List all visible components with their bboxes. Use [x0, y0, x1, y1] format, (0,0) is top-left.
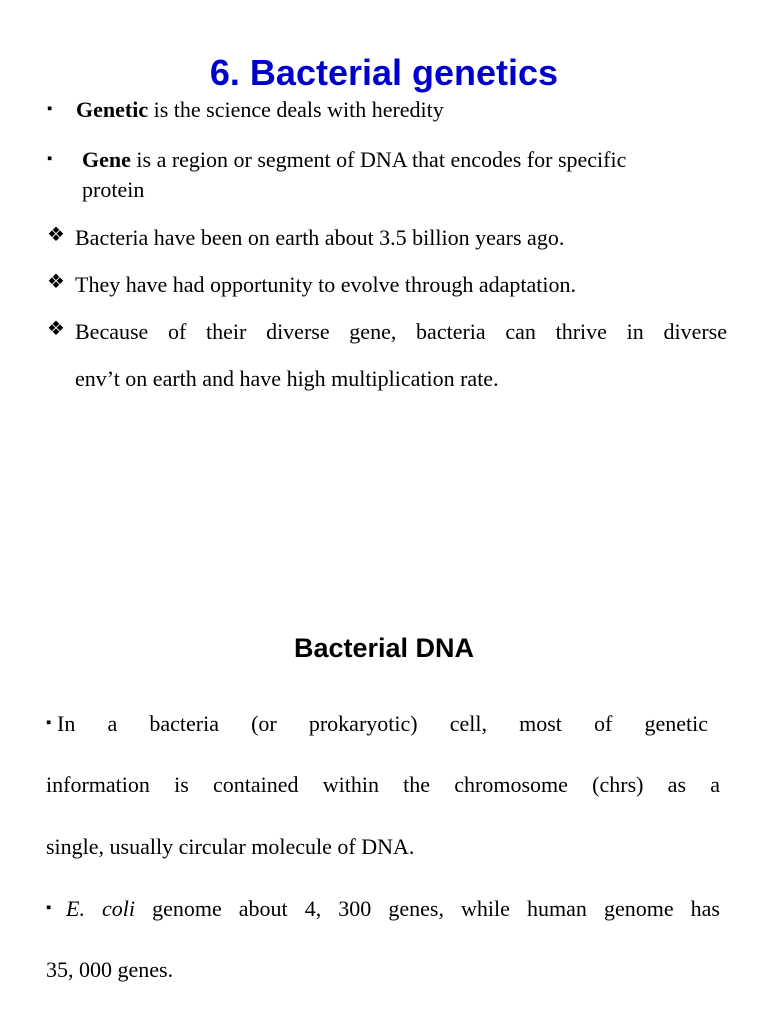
- bullet-gene-text: is a region or segment of DNA that encodes for specific: [130, 147, 627, 172]
- bullet-gene-continuation: protein: [82, 177, 145, 202]
- square-bullet-icon: ▪: [46, 715, 52, 731]
- paragraph-1-line-3: single, usually circular molecule of DNA.: [46, 834, 415, 859]
- square-bullet-icon: ▪: [46, 900, 52, 916]
- square-bullet-icon: ▪: [47, 101, 53, 117]
- paragraph-2-line-2: 35, 000 genes.: [46, 957, 174, 982]
- paragraph-1-line-2: information is contained within the chromosome (chrs) as a: [46, 772, 720, 797]
- bullet-gene: [82, 146, 626, 174]
- bullet-evolve: They have had opportunity to evolve through adaptation.: [75, 272, 576, 297]
- paragraph-2-line-1: [66, 895, 720, 923]
- diamond-bullet-icon: ❖: [47, 318, 65, 340]
- bullet-genetic: [76, 96, 444, 124]
- page-title: 6. Bacterial genetics: [209, 52, 559, 93]
- bullet-genetic-text: is the science deals with heredity: [148, 97, 444, 122]
- paragraph-2-line-1-text: genome about 4, 300 genes, while human genome has: [135, 896, 720, 921]
- ecoli-term: E. coli: [66, 896, 135, 921]
- term-gene: Gene: [82, 147, 131, 172]
- bullet-diverse-gene: Because of their diverse gene, bacteria can thrive in diverse: [75, 319, 727, 344]
- diamond-bullet-icon: ❖: [47, 224, 65, 246]
- term-genetic: Genetic: [76, 97, 149, 122]
- bullet-diverse-gene-continuation: env’t on earth and have high multiplication rate.: [75, 366, 499, 391]
- bullet-bacteria-age: Bacteria have been on earth about 3.5 billion years ago.: [75, 225, 565, 250]
- diamond-bullet-icon: ❖: [47, 271, 65, 293]
- square-bullet-icon: ▪: [47, 151, 53, 167]
- paragraph-1-line-1: In a bacteria (or prokaryotic) cell, most of genetic: [57, 711, 708, 736]
- section-title-bacterial-dna: Bacterial DNA: [293, 633, 475, 663]
